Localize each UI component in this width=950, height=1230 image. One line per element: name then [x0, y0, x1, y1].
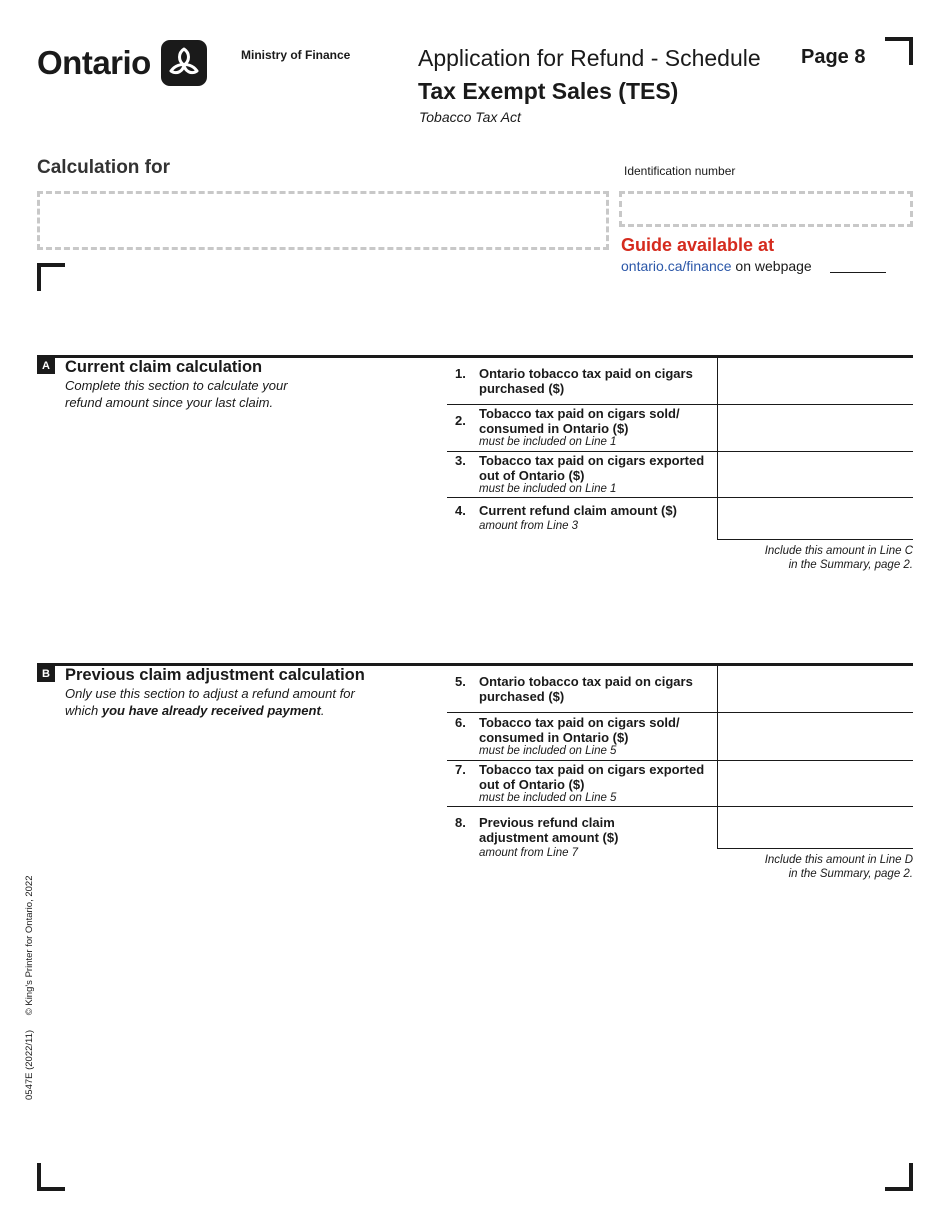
act-name: Tobacco Tax Act	[419, 109, 521, 125]
ministry-name: Ministry of Finance	[241, 48, 351, 62]
guide-suffix: on webpage	[735, 258, 812, 274]
corner-mark-top-right	[885, 37, 913, 65]
section-b-title: Previous claim adjustment calculation	[65, 666, 365, 684]
guide-line	[621, 258, 886, 274]
line-note: must be included on Line 1	[479, 436, 617, 448]
line-1	[447, 358, 913, 405]
trillium-icon	[161, 40, 207, 86]
form-title: Application for Refund - Schedule	[418, 45, 761, 71]
section-b-badge: B	[37, 666, 55, 682]
section-a-badge: A	[37, 358, 55, 374]
copyright: © King's Printer for Ontario, 2022	[24, 875, 35, 1016]
guide-link[interactable]: ontario.ca/finance	[621, 258, 732, 274]
logo-text: Ontario	[37, 44, 151, 81]
section-b-description: Only use this section to adjust a refund amount for which you have already received payment.	[65, 686, 355, 718]
line-label: Previous refund claim adjustment amount ($) amount from Line 7	[479, 815, 649, 860]
line-2	[447, 405, 913, 452]
line-label: Tobacco tax paid on cigars exported out of Ontario ($) must be included on Line 1	[479, 453, 715, 496]
line-label: Tobacco tax paid on cigars sold/ consumed in Ontario ($) must be included on Line 5	[479, 715, 715, 758]
line-5	[447, 666, 913, 713]
section-b-footnote: Include this amount in Line D in the Summary, page 2.	[764, 854, 913, 880]
line-3	[447, 452, 913, 498]
line-1-amount-input[interactable]	[717, 358, 913, 404]
calculation-for-label: Calculation for	[37, 157, 171, 178]
line-4	[447, 498, 913, 540]
line-label: Ontario tobacco tax paid on cigars purchased ($)	[479, 674, 693, 704]
line-label: Ontario tobacco tax paid on cigars purchased ($)	[479, 366, 693, 396]
line-8	[447, 807, 913, 859]
line-note: must be included on Line 1	[479, 483, 617, 495]
line-number: 8.	[455, 815, 466, 830]
form-subtitle: Tax Exempt Sales (TES)	[418, 78, 679, 104]
line-3-amount-input[interactable]	[717, 452, 913, 497]
corner-mark-bottom-right	[885, 1163, 913, 1191]
line-number: 7.	[455, 762, 466, 777]
form-code: 0547E (2022/11)	[24, 1029, 35, 1100]
line-number: 1.	[455, 366, 466, 381]
line-7	[447, 761, 913, 807]
section-a-title: Current claim calculation	[65, 358, 263, 376]
line-label: Tobacco tax paid on cigars exported out of Ontario ($) must be included on Line 5	[479, 762, 715, 805]
line-8-amount-input[interactable]	[717, 807, 913, 849]
calculation-for-field[interactable]	[37, 191, 609, 250]
ontario-logo	[37, 40, 207, 86]
line-number: 5.	[455, 674, 466, 689]
section-a-description: Complete this section to calculate your refund amount since your last claim.	[65, 378, 288, 410]
line-6	[447, 713, 913, 761]
line-7-amount-input[interactable]	[717, 761, 913, 806]
identification-number-label: Identification number	[624, 164, 736, 178]
line-note: must be included on Line 5	[479, 792, 617, 804]
line-label: Tobacco tax paid on cigars sold/ consumed in Ontario ($) must be included on Line 1	[479, 406, 715, 449]
line-4-amount-input[interactable]	[717, 498, 913, 540]
line-label: Current refund claim amount ($) amount from Line 3	[479, 503, 715, 533]
line-2-amount-input[interactable]	[717, 405, 913, 451]
page-number: Page 8	[801, 46, 866, 68]
line-note: must be included on Line 5	[479, 745, 617, 757]
side-form-info	[24, 864, 35, 1101]
line-6-amount-input[interactable]	[717, 713, 913, 760]
line-note: amount from Line 3	[479, 520, 579, 532]
webpage-blank-field[interactable]	[830, 272, 886, 273]
corner-mark-top-left	[37, 263, 65, 291]
identification-number-field[interactable]	[619, 191, 913, 227]
line-number: 3.	[455, 453, 466, 468]
section-a-footnote: Include this amount in Line C in the Summary, page 2.	[764, 545, 913, 571]
line-note: amount from Line 7	[479, 847, 579, 859]
line-5-amount-input[interactable]	[717, 666, 913, 712]
line-number: 2.	[455, 413, 466, 428]
line-number: 4.	[455, 503, 466, 518]
corner-mark-bottom-left	[37, 1163, 65, 1191]
line-number: 6.	[455, 715, 466, 730]
guide-title: Guide available at	[621, 235, 775, 255]
